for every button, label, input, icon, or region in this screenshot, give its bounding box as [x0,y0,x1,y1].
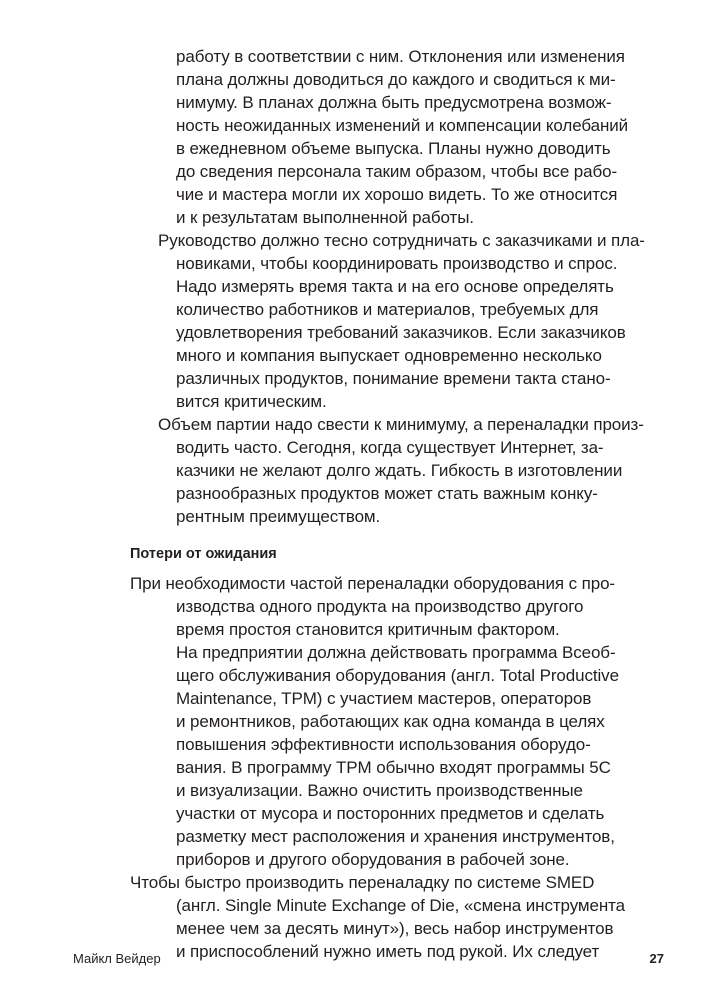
text-line: Объем партии надо свести к минимуму, а переналадки произ- [158,415,644,434]
text-line: и визуализации. Важно очистить производственные [176,781,583,800]
text-line: и приспособлений нужно иметь под рукой. Их следует [176,942,600,961]
text-line: и ремонтников, работающих как одна команда в целях [176,712,605,731]
text-line: количество работников и материалов, требуемых для [176,300,599,319]
text-line: водить часто. Сегодня, когда существует Интернет, за- [176,438,604,457]
text-line: новиками, чтобы координировать производство и спрос. [176,254,618,273]
text-line: разметку мест расположения и хранения инструментов, [176,827,615,846]
text-line: плана должны доводиться до каждого и сводиться к ми- [176,70,616,89]
text-line: вится критическим. [176,392,327,411]
text-line: повышения эффективности использования оборудо- [176,735,591,754]
text-line: щего обслуживания оборудования (англ. Total Productive [176,666,619,685]
footer-author: Майкл Вейдер [73,951,161,966]
text-line: время простоя становится критичным фактором. [176,620,560,639]
text-line: много и компания выпускает одновременно несколько [176,346,602,365]
text-line: участки от мусора и посторонних предметов и сделать [176,804,605,823]
text-line: Руководство должно тесно сотрудничать с заказчиками и пла- [158,231,645,250]
text-line: На предприятии должна действовать программа Всеоб- [176,643,616,662]
text-line: рентным преимуществом. [176,507,381,526]
text-line: изводства одного продукта на производство другого [176,597,584,616]
text-line: работу в соответствии с ним. Отклонения или изменения [176,47,625,66]
text-line: Надо измерять время такта и на его основе определять [176,277,614,296]
text-line: Maintenance, TPM) с участием мастеров, операторов [176,689,592,708]
section-heading: Потери от ожидания [130,546,277,562]
text-line: нимуму. В планах должна быть предусмотрена возмож- [176,93,612,112]
text-line: Чтобы быстро производить переналадку по системе SMED [130,873,595,892]
text-line: чие и мастера могли их хорошо видеть. То же относится [176,185,618,204]
text-line: удовлетворения требований заказчиков. Если заказчиков [176,323,626,342]
text-line: вания. В программу TPM обычно входят программы 5С [176,758,611,777]
text-line: менее чем за десять минут»), весь набор инструментов [176,919,614,938]
text-line: казчики не желают долго ждать. Гибкость в изготовлении [176,461,623,480]
text-line: в ежедневном объеме выпуска. Планы нужно доводить [176,139,611,158]
page-number: 27 [649,951,664,966]
text-line: до сведения персонала таким образом, чтобы все рабо- [176,162,618,181]
text-line: ность неожиданных изменений и компенсации колебаний [176,116,629,135]
text-line: разнообразных продуктов может стать важным конку- [176,484,598,503]
text-line: приборов и другого оборудования в рабочей зоне. [176,850,570,869]
text-line: и к результатам выполненной работы. [176,208,474,227]
text-line: различных продуктов, понимание времени такта стано- [176,369,611,388]
text-line: При необходимости частой переналадки оборудования с про- [130,574,615,593]
text-line: (англ. Single Minute Exchange of Die, «смена инструмента [176,896,626,915]
